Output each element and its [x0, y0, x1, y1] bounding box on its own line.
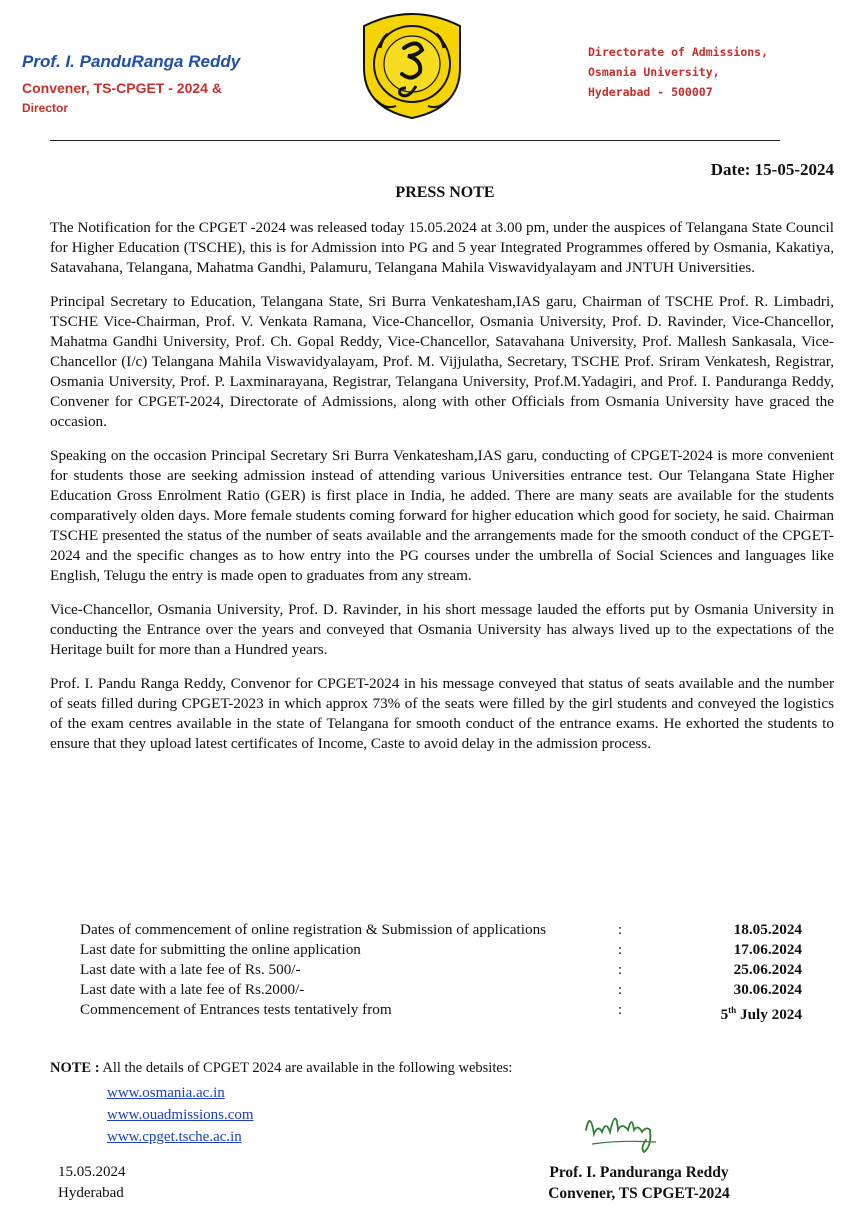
footer-place: Hyderabad: [58, 1185, 124, 1201]
document-date: Date: 15-05-2024: [710, 160, 834, 179]
signatory-block: [525, 1162, 753, 1204]
schedule-colon: :: [617, 941, 623, 958]
schedule-value: 25.06.2024: [733, 961, 802, 978]
schedule-table: [80, 920, 812, 1025]
schedule-label: Last date for submitting the online application: [80, 941, 361, 958]
schedule-value: 17.06.2024: [733, 941, 802, 958]
schedule-row: [80, 960, 812, 980]
signatory-title: Convener, TS CPGET-2024: [548, 1185, 730, 1202]
note-text: All the details of CPGET 2024 are available in the following websites:: [99, 1060, 513, 1076]
address-line: Osmania University,: [588, 65, 720, 79]
schedule-row: [80, 920, 812, 940]
schedule-row: [80, 980, 812, 1000]
paragraph: Prof. I. Pandu Ranga Reddy, Convenor for CPGET-2024 in his message conveyed that status of seats available and the number of seats filled during CPGET-2023 in which approx 73% of the seats were filled by the girl students and conveyed the logistics of the exam centres available in the state of Telangana for smooth conduct of the entrance exams. He exhorted the students to ensure that they upload latest certificates of Income, Caste to avoid delay in the admission process.: [50, 675, 834, 752]
footer-date: 15.05.2024: [58, 1164, 126, 1180]
schedule-label: Last date with a late fee of Rs. 500/-: [80, 961, 301, 978]
schedule-value-day: 5: [720, 1006, 729, 1024]
schedule-label: Last date with a late fee of Rs.2000/-: [80, 981, 305, 998]
schedule-label: Dates of commencement of online registration & Submission of applications: [80, 921, 547, 938]
sender-title: Convener, TS-CPGET - 2024 &: [22, 80, 222, 96]
signatory-name: Prof. I. Panduranga Reddy: [549, 1164, 729, 1181]
signature-icon: [580, 1100, 670, 1155]
address-line: Directorate of Admissions,: [588, 45, 769, 59]
letterhead-address: [588, 42, 768, 102]
paragraph: Speaking on the occasion Principal Secretary Sri Burra Venkatesham,IAS garu, conducting of CPGET-2024 is more convenient for students those are seeking admission instead of attending various Universities entrance test. Our Telangana State Higher Education Gross Enrolment Ratio (GER) is first place in India, he added. There are many seats are available for the students comparatively olden days. More female students coming forward for higher education which good for society, he said. Chairman TSCHE presented the status of the number of seats available and the arrangements made for the smooth conduct of the CPGET-2024 and the specific changes as to how entry into the PG courses under the umbrella of Social Sciences and languages like English, Telugu the entry is made open to graduates from any stream.: [50, 447, 834, 584]
paragraph: Principal Secretary to Education, Telangana State, Sri Burra Venkatesham,IAS garu, Chairman of TSCHE Prof. R. Limbadri, TSCHE Vice-Chairman, Prof. V. Venkata Ramana, Vice-Chancellor, Osmania University, Prof. D. Ravinder, Vice-Chancellor, Mahatma Gandhi University, Prof. Ch. Gopal Reddy, Vice-Chancellor, Satavahana University, Prof. Mallesh Sankasala, Vice-Chancellor (I/c) Telangana Mahila Viswavidyalayam, Prof. M. Vijjulatha, Secretary, TSCHE Prof. Sriram Venkatesh, Registrar, Osmania University, Prof. P. Laxminarayana, Registrar, Telangana University, Prof.M.Yadagiri, and Prof. I. Panduranga Reddy, Convener for CPGET-2024, Directorate of Admissions, along with other Officials from Osmania University have graced the occasion.: [50, 293, 834, 430]
paragraph: The Notification for the CPGET -2024 was released today 15.05.2024 at 3.00 pm, under the auspices of Telangana State Council for Higher Education (TSCHE), this is for Admission into PG and 5 year Integrated Programmes offered by Osmania, Kakatiya, Satavahana, Telangana, Mahatma Gandhi, Palamuru, Telangana Mahila Viswavidyalayam and JNTUH Universities.: [50, 219, 834, 276]
schedule-value: 30.06.2024: [733, 981, 802, 998]
schedule-label: Commencement of Entrances tests tentatively from: [80, 1001, 392, 1018]
website-link[interactable]: www.osmania.ac.in: [107, 1085, 225, 1101]
schedule-colon: :: [617, 921, 623, 938]
schedule-row: [80, 1000, 812, 1025]
schedule-colon: :: [617, 1001, 623, 1018]
address-line: Hyderabad - 500007: [588, 85, 713, 99]
schedule-colon: :: [617, 961, 623, 978]
sender-name: Prof. I. PanduRanga Reddy: [22, 52, 241, 71]
note-label: NOTE :: [50, 1060, 100, 1076]
schedule-colon: :: [617, 981, 623, 998]
note: [50, 1060, 512, 1077]
schedule-value-suffix: th: [728, 1005, 737, 1015]
website-link[interactable]: www.cpget.tsche.ac.in: [107, 1129, 242, 1145]
sender-role: Director: [22, 101, 69, 115]
osmania-university-seal-icon: [356, 8, 468, 120]
schedule-value: [655, 1000, 812, 1025]
schedule-value-month: July 2024: [736, 1006, 802, 1024]
page-title: PRESS NOTE: [395, 184, 495, 201]
header-divider: [50, 140, 780, 141]
letterhead-sender: [22, 52, 240, 115]
footer-date-place: [58, 1162, 126, 1204]
press-note-body: [50, 218, 834, 768]
paragraph: Vice-Chancellor, Osmania University, Prof. D. Ravinder, in his short message lauded the efforts put by Osmania University in conducting the Entrance over the years and conveyed that Osmania University has always lived up to the expectations of the Heritage built for more than a Hundred years.: [50, 601, 834, 658]
schedule-value: 18.05.2024: [733, 921, 802, 938]
schedule-row: [80, 940, 812, 960]
website-links: [107, 1082, 254, 1148]
website-link[interactable]: www.ouadmissions.com: [107, 1107, 254, 1123]
